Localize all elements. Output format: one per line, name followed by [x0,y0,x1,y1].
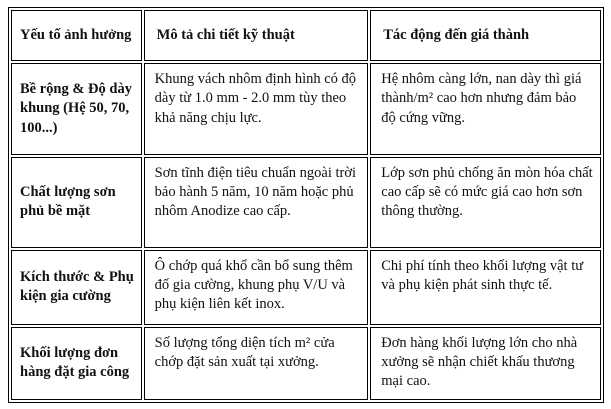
table-header-row [11,10,601,61]
header-cell-description: Mô tả chi tiết kỹ thuật [144,10,369,61]
table-row [11,250,601,324]
description-cell: Số lượng tổng diện tích m² cửa chớp đặt sản xuất tại xưởng. [144,327,369,400]
table-row [11,157,601,248]
description-cell: Ô chớp quá khổ cần bổ sung thêm đố gia cường, khung phụ V/U và phụ kiện liên kết inox. [144,250,369,324]
table-row [11,327,601,400]
header-cell-impact: Tác động đến giá thành [370,10,601,61]
factor-cell: Kích thước & Phụ kiện gia cường [11,250,142,324]
description-cell: Sơn tĩnh điện tiêu chuẩn ngoài trời bảo hành 5 năm, 10 năm hoặc phủ nhôm Anodize cao cấp. [144,157,369,248]
impact-cell: Chi phí tính theo khối lượng vật tư và phụ kiện phát sinh thực tế. [370,250,601,324]
factor-cell: Khối lượng đơn hàng đặt gia công [11,327,142,400]
description-cell: Khung vách nhôm định hình có độ dày từ 1.0 mm - 2.0 mm tùy theo khả năng chịu lực. [144,63,369,154]
table-row [11,63,601,154]
impact-cell: Đơn hàng khối lượng lớn cho nhà xưởng sẽ nhận chiết khấu thương mại cao. [370,327,601,400]
pricing-factors-table [8,7,604,403]
factor-cell: Chất lượng sơn phủ bề mặt [11,157,142,248]
impact-cell: Hệ nhôm càng lớn, nan dày thì giá thành/m² cao hơn nhưng đảm bảo độ cứng vững. [370,63,601,154]
header-cell-factor: Yếu tố ảnh hưởng [11,10,142,61]
impact-cell: Lớp sơn phủ chống ăn mòn hóa chất cao cấp sẽ có mức giá cao hơn sơn thông thường. [370,157,601,248]
factor-cell: Bề rộng & Độ dày khung (Hệ 50, 70, 100...) [11,63,142,154]
